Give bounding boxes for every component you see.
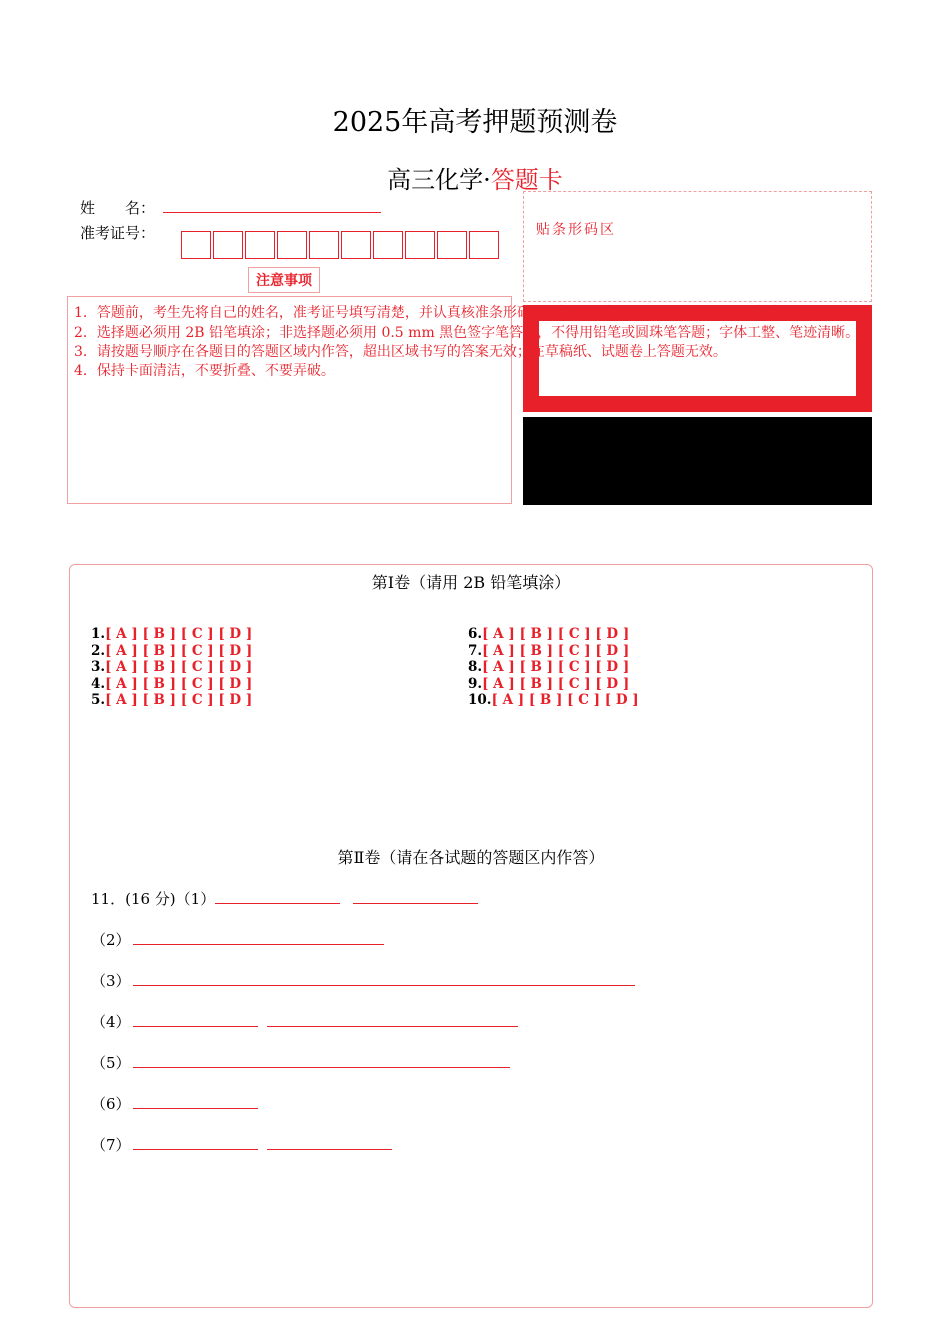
- choice-options[interactable]: [ A ] [ B ] [ C ] [ D ]: [105, 692, 253, 708]
- answer-blank[interactable]: [267, 1149, 392, 1150]
- mc-row[interactable]: [91, 643, 252, 659]
- id-digit-box[interactable]: [437, 231, 467, 259]
- question-number: 5.: [91, 692, 106, 708]
- choice-options[interactable]: [ A ] [ B ] [ C ] [ D ]: [482, 659, 630, 675]
- mc-row[interactable]: [468, 643, 629, 659]
- choice-options[interactable]: [ A ] [ B ] [ C ] [ D ]: [482, 626, 630, 642]
- id-label: 准考证号：: [80, 224, 156, 242]
- choice-options[interactable]: [ A ] [ B ] [ C ] [ D ]: [105, 643, 253, 659]
- exam-title: 2025年高考押题预测卷: [332, 107, 618, 138]
- answer-sheet-subtitle: [0, 160, 950, 195]
- subquestion-label: （3）: [91, 972, 131, 990]
- subtitle-answer-card: 答题卡: [490, 166, 563, 194]
- answer-blank[interactable]: [215, 903, 340, 904]
- mc-row[interactable]: [91, 692, 252, 708]
- mc-row[interactable]: [91, 626, 252, 642]
- mc-row[interactable]: [468, 626, 629, 642]
- barcode-area: [523, 191, 872, 302]
- question-number: 9.: [468, 676, 483, 692]
- id-digit-box[interactable]: [373, 231, 403, 259]
- mc-row[interactable]: [468, 692, 639, 708]
- answer-blank[interactable]: [133, 1108, 258, 1109]
- barcode-label: 贴条形码区: [536, 222, 616, 238]
- mc-row[interactable]: [468, 676, 629, 692]
- subquestion-label: （7）: [91, 1136, 131, 1154]
- name-label: 姓 名：: [80, 199, 156, 217]
- choice-options[interactable]: [ A ] [ B ] [ C ] [ D ]: [105, 626, 253, 642]
- id-digit-box[interactable]: [341, 231, 371, 259]
- subtitle-subject: 高三化学·: [387, 166, 491, 194]
- answer-blank[interactable]: [267, 1026, 518, 1027]
- mc-row[interactable]: [91, 676, 252, 692]
- name-field[interactable]: [163, 212, 381, 213]
- answer-blank[interactable]: [133, 1149, 258, 1150]
- question-number: 7.: [468, 643, 483, 659]
- choice-options[interactable]: [ A ] [ B ] [ C ] [ D ]: [105, 659, 253, 675]
- notice-item: 3．请按题号顺序在各题目的答题区域内作答，超出区域书写的答案无效；在草稿纸、试题卷上答题无效。: [74, 344, 727, 360]
- subquestion-label: （6）: [91, 1095, 131, 1113]
- mc-row[interactable]: [91, 659, 252, 675]
- id-digit-box[interactable]: [405, 231, 435, 259]
- notice-item: 2．选择题必须用 2B 铅笔填涂；非选择题必须用 0.5 mm 黑色签字笔答题，不得用铅笔或圆珠笔答题；字体工整、笔迹清晰。: [74, 325, 860, 341]
- notice-heading: 注意事项: [248, 267, 320, 293]
- choice-options[interactable]: [ A ] [ B ] [ C ] [ D ]: [105, 676, 253, 692]
- answer-blank[interactable]: [133, 985, 635, 986]
- part1-title: 第Ⅰ卷（请用 2B 铅笔填涂）: [371, 573, 571, 592]
- question-number: 1.: [91, 626, 106, 642]
- notice-item: 1．答题前，考生先将自己的姓名，准考证号填写清楚，并认真核准条形码上的姓名、准考证号，在规定位置贴好条形码。: [74, 305, 825, 321]
- question-number: 10.: [468, 692, 492, 708]
- subquestion-label: （2）: [91, 931, 131, 949]
- id-digit-box[interactable]: [245, 231, 275, 259]
- q11-label: 11．(16 分)（1）: [91, 890, 216, 908]
- question-number: 3.: [91, 659, 106, 675]
- notice-item: 4．保持卡面清洁，不要折叠、不要弄破。: [74, 363, 335, 379]
- mc-row[interactable]: [468, 659, 629, 675]
- subquestion-label: （5）: [91, 1054, 131, 1072]
- question-number: 4.: [91, 676, 106, 692]
- answer-blank[interactable]: [353, 903, 478, 904]
- choice-options[interactable]: [ A ] [ B ] [ C ] [ D ]: [491, 692, 639, 708]
- choice-options[interactable]: [ A ] [ B ] [ C ] [ D ]: [482, 676, 630, 692]
- black-block: [523, 417, 872, 505]
- question-number: 2.: [91, 643, 106, 659]
- part2-title: 第Ⅱ卷（请在各试题的答题区内作答）: [337, 848, 605, 867]
- answer-blank[interactable]: [133, 944, 384, 945]
- id-digit-box[interactable]: [277, 231, 307, 259]
- choice-options[interactable]: [ A ] [ B ] [ C ] [ D ]: [482, 643, 630, 659]
- answer-blank[interactable]: [133, 1067, 510, 1068]
- question-number: 6.: [468, 626, 483, 642]
- id-digit-box[interactable]: [309, 231, 339, 259]
- id-digit-box[interactable]: [469, 231, 499, 259]
- id-digit-box[interactable]: [213, 231, 243, 259]
- subquestion-label: （4）: [91, 1013, 131, 1031]
- id-digit-box[interactable]: [181, 231, 211, 259]
- answer-blank[interactable]: [133, 1026, 258, 1027]
- question-number: 8.: [468, 659, 483, 675]
